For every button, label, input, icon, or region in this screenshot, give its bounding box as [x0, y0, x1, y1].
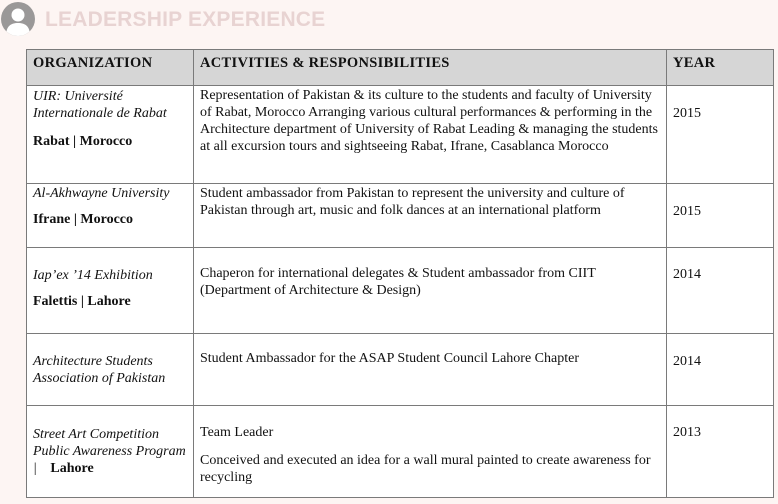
- table-header-row: [27, 50, 774, 86]
- year-cell: [667, 334, 774, 406]
- organization-location: Falettis | Lahore: [33, 294, 131, 309]
- year-value: 2015: [673, 204, 701, 219]
- header-year: YEAR: [667, 50, 774, 86]
- organization-name: Al-Akhwayne University: [33, 186, 170, 201]
- table-row: [27, 184, 774, 248]
- header-activities: ACTIVITIES & RESPONSIBILITIES: [194, 50, 667, 86]
- leadership-table: [26, 49, 774, 498]
- activity-text: Team Leader: [200, 425, 274, 440]
- section-title: LEADERSHIP EXPERIENCE: [45, 8, 326, 31]
- organization-cell: [27, 86, 194, 184]
- organization-name: UIR: Université Internationale de Rabat: [33, 89, 167, 121]
- activity-text: Chaperon for international delegates & Student ambassador from CIIT (Department of Architecture & Design): [200, 266, 596, 298]
- organization-location: Rabat | Morocco: [33, 134, 133, 149]
- organization-location: Ifrane | Morocco: [33, 212, 134, 227]
- organization-name: Street Art Competition Public Awareness Program |: [33, 427, 186, 476]
- year-value: 2014: [673, 354, 701, 369]
- organization-cell: [27, 406, 194, 498]
- organization-name: Iap’ex ’14 Exhibition: [33, 268, 153, 283]
- section-header: [0, 0, 778, 46]
- year-value: 2014: [673, 267, 701, 282]
- activity-text: Conceived and executed an idea for a wall mural painted to create awareness for recycling: [200, 453, 651, 485]
- organization-location: Lahore: [50, 461, 94, 476]
- organization-cell: [27, 184, 194, 248]
- year-cell: [667, 406, 774, 498]
- organization-cell: [27, 334, 194, 406]
- table-row: [27, 334, 774, 406]
- activity-text: Student ambassador from Pakistan to represent the university and culture of Pakistan through art, music and folk dances at an international platform: [200, 186, 625, 218]
- year-cell: [667, 86, 774, 184]
- activities-cell: [194, 406, 667, 498]
- table-row: [27, 248, 774, 334]
- activities-cell: [194, 334, 667, 406]
- table-row: [27, 406, 774, 498]
- year-cell: [667, 184, 774, 248]
- activities-cell: [194, 184, 667, 248]
- header-organization: ORGANIZATION: [27, 50, 194, 86]
- year-value: 2015: [673, 106, 701, 121]
- activities-cell: [194, 86, 667, 184]
- activity-text: Student Ambassador for the ASAP Student Council Lahore Chapter: [200, 351, 579, 366]
- organization-name: Architecture Students Association of Pakistan: [33, 354, 166, 386]
- activity-text: Representation of Pakistan & its culture to the students and faculty of University of Rabat, Morocco Arranging various cultural performances & performing in the Architecture department of University of Rabat Leading & managing the students at all excursion tours and sightseeing Rabat, Ifrane, Casablanca Morocco: [200, 88, 658, 154]
- table-row: [27, 86, 774, 184]
- year-value: 2013: [673, 425, 701, 440]
- user-avatar-icon: [1, 2, 35, 36]
- activities-cell: [194, 248, 667, 334]
- year-cell: [667, 248, 774, 334]
- organization-cell: [27, 248, 194, 334]
